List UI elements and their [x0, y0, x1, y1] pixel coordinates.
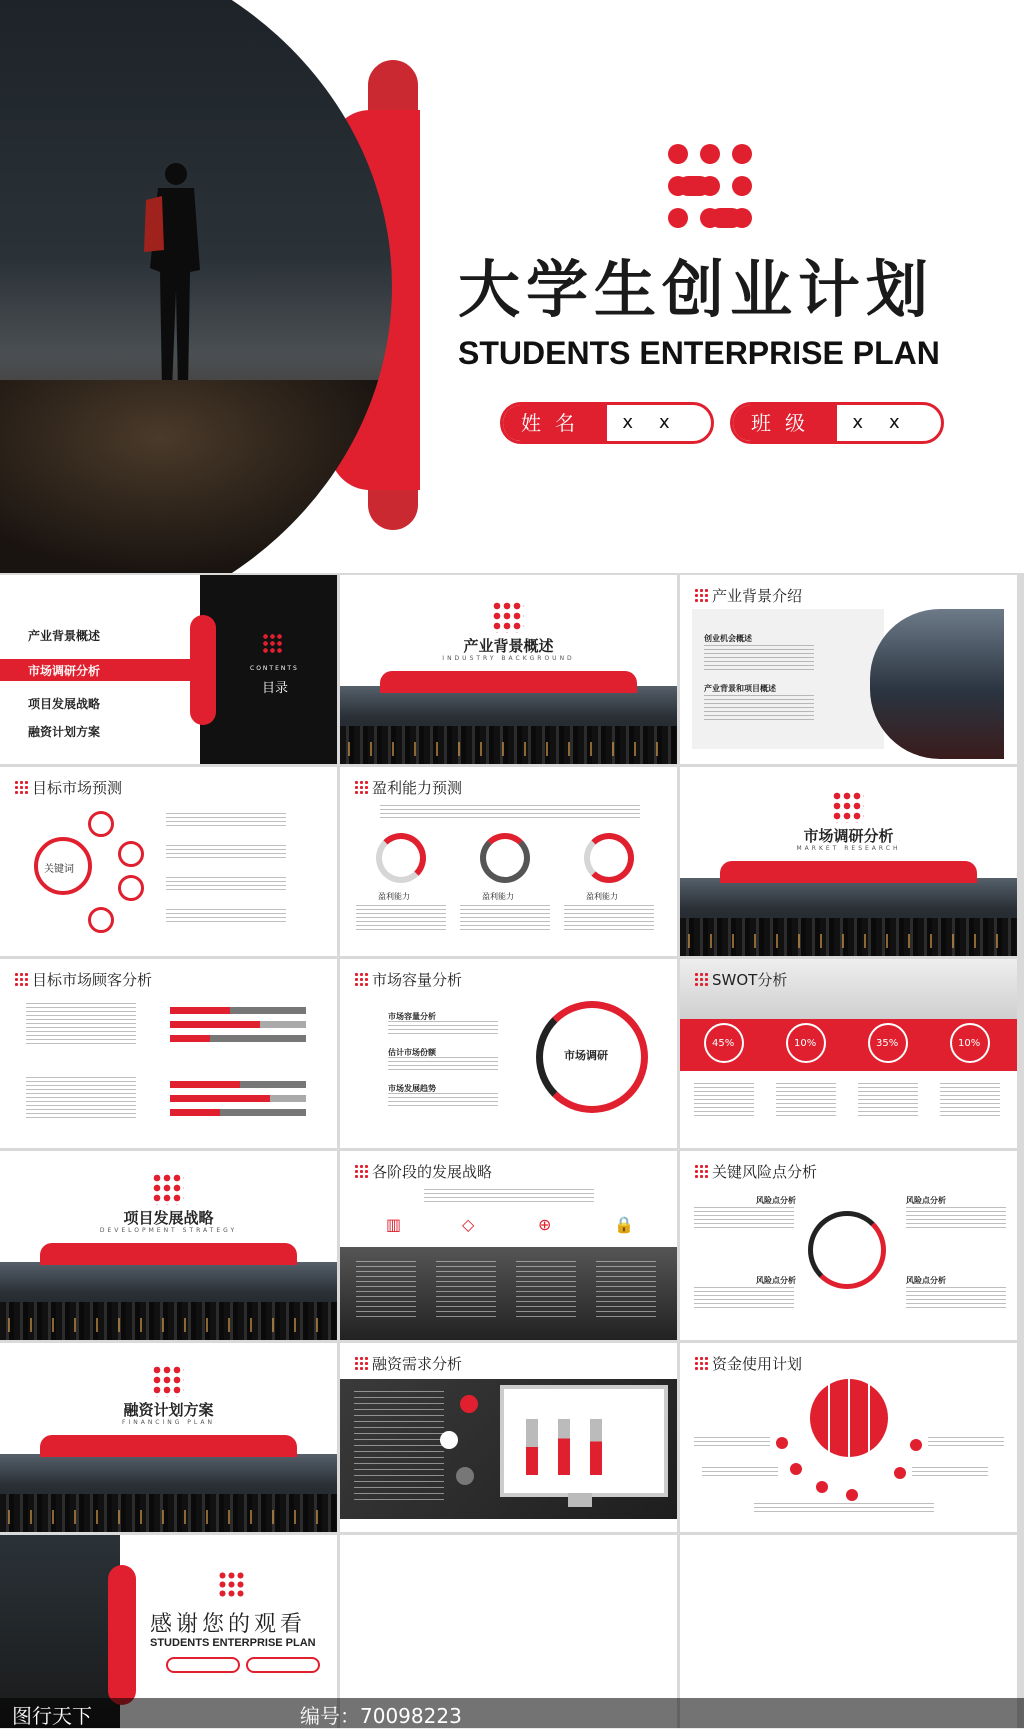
name-label: 姓名 — [503, 405, 607, 441]
send-icon — [460, 1395, 478, 1413]
name-value: xx — [622, 412, 696, 433]
progress-ring — [480, 833, 530, 883]
slide-title: 融资需求分析 — [354, 1353, 462, 1374]
slide-fund-usage[interactable] — [680, 1343, 1017, 1532]
hbar-fill — [170, 1021, 260, 1028]
slide-customer-analysis[interactable] — [0, 959, 337, 1148]
text-placeholder — [564, 905, 654, 933]
text-placeholder — [424, 1189, 594, 1203]
slide-industry-intro[interactable] — [680, 575, 1017, 764]
cover-subtitle: STUDENTS ENTERPRISE PLAN — [458, 335, 940, 371]
logo-icon — [694, 1356, 708, 1370]
slide-title: 关键风险点分析 — [694, 1161, 817, 1182]
risk-label: 风险点分析 — [756, 1196, 796, 1205]
slide-industry-section[interactable] — [340, 575, 677, 764]
chat-icon — [88, 907, 114, 933]
dot-icon — [846, 1489, 858, 1501]
risk-label: 风险点分析 — [906, 1196, 946, 1205]
swot-value-t: 10% — [958, 1038, 981, 1049]
text-placeholder — [436, 1261, 496, 1317]
intro-heading-2: 产业背景和项目概述 — [704, 684, 776, 693]
ring-label: 盈利能力 — [586, 892, 618, 901]
logo-icon — [152, 1173, 184, 1205]
grid-icon — [456, 1467, 474, 1485]
class-pill — [246, 1657, 320, 1673]
swot-value-o: 35% — [876, 1038, 899, 1049]
intro-heading-1: 创业机会概述 — [704, 634, 752, 643]
red-band — [40, 1435, 297, 1457]
logo-icon — [354, 972, 368, 986]
slide-title: 市场容量分析 — [354, 969, 462, 990]
slide-title: 产业背景介绍 — [694, 585, 802, 606]
logo-icon — [492, 601, 524, 633]
hbar-fill — [170, 1081, 240, 1088]
dot-icon — [816, 1481, 828, 1493]
text-placeholder — [388, 1057, 498, 1071]
section-subtitle: FINANCING PLAN — [122, 1419, 215, 1426]
hbar-fill — [170, 1035, 210, 1042]
slide-strategy-section[interactable] — [0, 1151, 337, 1340]
logo-icon — [218, 1571, 246, 1599]
text-placeholder — [356, 905, 446, 933]
text-placeholder — [26, 1003, 136, 1047]
slide-title: SWOT分析 — [694, 969, 787, 990]
doc-icon — [440, 1431, 458, 1449]
capacity-item-2: 估计市场份额 — [388, 1048, 436, 1057]
text-placeholder — [912, 1467, 988, 1479]
slide-title: 目标市场顾客分析 — [14, 969, 152, 990]
class-label: 班级 — [733, 405, 837, 441]
slide-swot[interactable] — [680, 959, 1017, 1148]
city-photo — [0, 1454, 337, 1532]
slide-funding-needs[interactable] — [340, 1343, 677, 1532]
red-band — [380, 671, 637, 693]
slide-contents[interactable] — [0, 575, 337, 764]
text-placeholder — [858, 1083, 918, 1119]
logo-icon — [14, 972, 28, 986]
class-field[interactable] — [730, 402, 944, 444]
globe-icon: ⊕ — [538, 1215, 552, 1234]
progress-ring — [376, 833, 426, 883]
section-subtitle: INDUSTRY BACKGROUND — [442, 655, 575, 662]
city-photo — [680, 878, 1017, 956]
logo-icon — [664, 140, 756, 232]
contents-item-4[interactable]: 融资计划方案 — [28, 725, 101, 739]
text-placeholder — [388, 1093, 498, 1107]
watermark-bar — [0, 1698, 1024, 1728]
risk-label: 风险点分析 — [906, 1276, 946, 1285]
dot-icon — [776, 1437, 788, 1449]
text-placeholder — [702, 1467, 778, 1479]
section-subtitle: MARKET RESEARCH — [796, 845, 901, 852]
usage-circle — [810, 1379, 888, 1457]
name-pill — [166, 1657, 240, 1673]
slide-title: 资金使用计划 — [694, 1353, 802, 1374]
red-arc — [108, 1565, 136, 1705]
hbar-fill — [170, 1095, 270, 1102]
watermark-site: 图行天下 — [12, 1704, 92, 1728]
text-placeholder — [388, 1021, 498, 1035]
map-icon: ▥ — [386, 1215, 402, 1234]
text-placeholder — [906, 1207, 1006, 1231]
risk-ring — [808, 1211, 886, 1289]
section-title: 融资计划方案 — [123, 1401, 214, 1419]
text-placeholder — [928, 1437, 1004, 1449]
text-placeholder — [754, 1503, 934, 1513]
cover-title: 大学生创业计划 — [458, 253, 935, 326]
building-icon — [118, 841, 144, 867]
text-placeholder — [516, 1261, 576, 1317]
thanks-title: 感谢您的观看 — [150, 1612, 307, 1637]
text-placeholder — [694, 1287, 794, 1311]
red-band — [720, 861, 977, 883]
contents-heading: 目录 — [262, 681, 289, 696]
text-placeholder — [704, 645, 814, 673]
logo-icon — [354, 1164, 368, 1178]
section-title: 项目发展战略 — [123, 1209, 214, 1227]
thanks-subtitle: STUDENTS ENTERPRISE PLAN — [150, 1637, 316, 1649]
name-field[interactable] — [500, 402, 714, 444]
ring-label: 盈利能力 — [378, 892, 410, 901]
slide-financing-section[interactable] — [0, 1343, 337, 1532]
chart-bar — [558, 1419, 570, 1475]
city-photo — [340, 686, 677, 764]
text-placeholder — [694, 1437, 770, 1449]
cover-slide[interactable] — [0, 0, 1024, 573]
text-placeholder — [166, 909, 286, 923]
text-placeholder — [460, 905, 550, 933]
slide-title: 目标市场预测 — [14, 777, 122, 798]
contents-item-3[interactable]: 项目发展战略 — [28, 697, 101, 711]
text-placeholder — [380, 805, 640, 819]
contents-heading-en: CONTENTS — [250, 665, 299, 672]
watermark-id: 编号：70098223 — [300, 1704, 462, 1728]
slide-title: 盈利能力预测 — [354, 777, 462, 798]
text-placeholder — [354, 1391, 444, 1501]
dot-icon — [790, 1463, 802, 1475]
capacity-center-label: 市场调研 — [564, 1049, 608, 1062]
hiker-silhouette — [140, 160, 210, 390]
text-placeholder — [704, 695, 814, 723]
lock-icon: 🔒 — [614, 1215, 634, 1234]
city-photo — [0, 1262, 337, 1340]
text-placeholder — [776, 1083, 836, 1119]
chart-bar — [526, 1419, 538, 1475]
text-placeholder — [356, 1261, 416, 1317]
progress-ring — [584, 833, 634, 883]
section-subtitle: DEVELOPMENT STRATEGY — [99, 1227, 238, 1234]
text-placeholder — [596, 1261, 656, 1317]
slide-market-capacity[interactable] — [340, 959, 677, 1148]
swot-value-w: 10% — [794, 1038, 817, 1049]
dot-icon — [910, 1439, 922, 1451]
capacity-item-3: 市场发展趋势 — [388, 1084, 436, 1093]
ring-label: 盈利能力 — [482, 892, 514, 901]
logo-icon — [832, 791, 864, 823]
slide-profitability[interactable] — [340, 767, 677, 956]
text-placeholder — [694, 1083, 754, 1119]
logo-icon — [694, 588, 708, 602]
hbar-fill — [170, 1109, 220, 1116]
contents-item-2[interactable]: 市场调研分析 — [28, 664, 101, 678]
slide-risk-analysis[interactable] — [680, 1151, 1017, 1340]
cover-mountain-photo — [0, 0, 400, 573]
keyword-label: 关键词 — [44, 864, 74, 875]
class-value: xx — [852, 412, 926, 433]
chart-bar — [590, 1419, 602, 1475]
text-placeholder — [694, 1207, 794, 1231]
capacity-item-1: 市场容量分析 — [388, 1012, 436, 1021]
swot-value-s: 45% — [712, 1038, 735, 1049]
pin-icon — [118, 875, 144, 901]
diamond-icon: ◇ — [462, 1215, 475, 1234]
dot-icon — [894, 1467, 906, 1479]
text-placeholder — [906, 1287, 1006, 1311]
logo-icon — [694, 972, 708, 986]
logo-icon — [14, 780, 28, 794]
section-title: 产业背景概述 — [463, 637, 554, 655]
risk-label: 风险点分析 — [756, 1276, 796, 1285]
logo-icon — [262, 633, 284, 655]
slide-stage-strategy[interactable] — [340, 1151, 677, 1340]
slide-target-market[interactable] — [0, 767, 337, 956]
contents-item-1[interactable]: 产业背景概述 — [28, 629, 101, 643]
text-placeholder — [166, 813, 286, 827]
slide-market-section[interactable] — [680, 767, 1017, 956]
red-band — [40, 1243, 297, 1265]
gear-icon — [88, 811, 114, 837]
text-placeholder — [166, 877, 286, 891]
monitor-stand — [568, 1493, 592, 1507]
logo-icon — [694, 1164, 708, 1178]
logo-icon — [354, 780, 368, 794]
text-placeholder — [26, 1077, 136, 1121]
section-title: 市场调研分析 — [803, 827, 894, 845]
logo-icon — [354, 1356, 368, 1370]
slide-title: 各阶段的发展战略 — [354, 1161, 492, 1182]
city-photo — [870, 609, 1004, 759]
hbar-fill — [170, 1007, 230, 1014]
text-placeholder — [166, 845, 286, 859]
logo-icon — [152, 1365, 184, 1397]
text-placeholder — [940, 1083, 1000, 1119]
text-panel — [692, 609, 884, 749]
